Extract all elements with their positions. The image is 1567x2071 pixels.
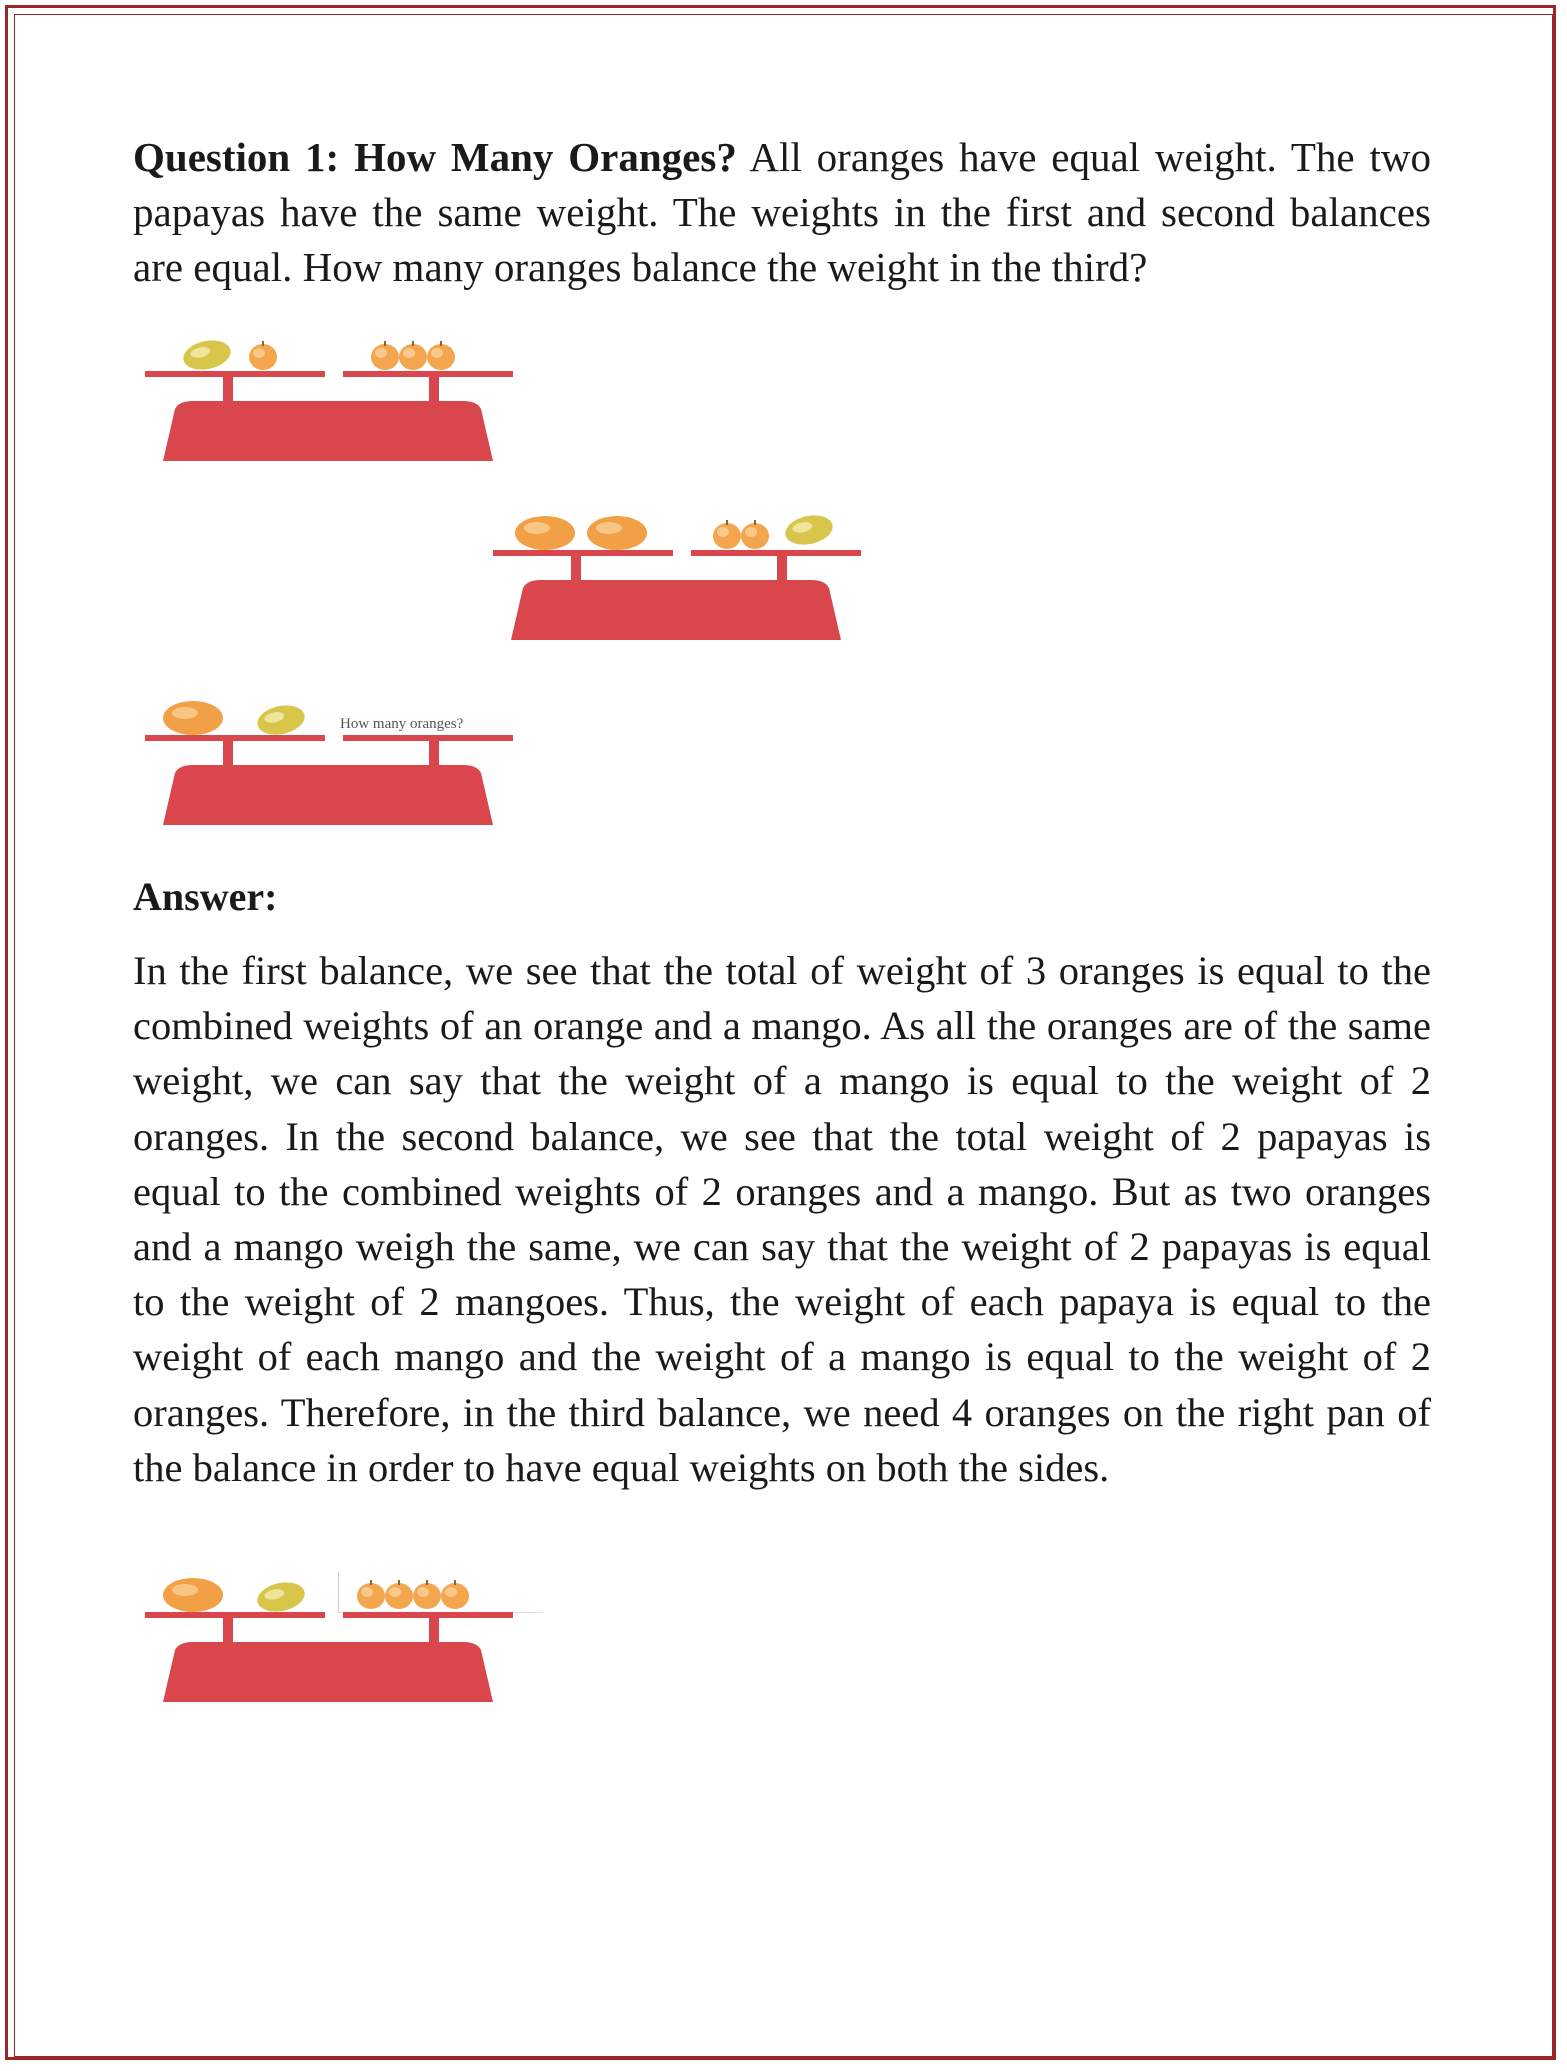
papaya-fruit <box>587 516 647 550</box>
mango-fruit <box>255 701 308 738</box>
orange-fruit <box>399 341 427 370</box>
orange-fruit <box>357 1580 385 1609</box>
orange-fruit <box>371 341 399 370</box>
orange-fruit <box>427 341 455 370</box>
answer-paragraph: In the first balance, we see that the total of weight of 3 oranges is equal to the combined weights of an orange and a mango. As all the oranges are of the same weight, we can say that the weight of a mango is equal to the weight of 2 oranges. In the second balance, we see that the total weight of 2 papayas is equal to the combined weights of 2 oranges and a mango. But as two oranges and a mango weigh the same, we can say that the weight of 2 papayas is equal to the weight of 2 mangoes. Thus, the weight of each papaya is equal to the weight of each mango and the weight of a mango is equal to the weight of 2 oranges. Therefore, in the third balance, we need 4 oranges on the right pan of the balance in order to have equal weights on both the sides. <box>133 948 1431 1490</box>
orange-fruit <box>249 341 277 370</box>
balance-question-label: How many oranges? <box>340 716 464 732</box>
papaya-fruit <box>163 1578 223 1612</box>
balance-figure-4 <box>145 1568 545 1718</box>
orange-fruit <box>741 520 769 549</box>
orange-fruit <box>413 1580 441 1609</box>
question-title: Question 1: How Many Oranges? <box>133 134 737 180</box>
orange-fruit <box>385 1580 413 1609</box>
orange-fruit <box>713 520 741 549</box>
answer-heading: Answer: <box>133 874 278 919</box>
mango-fruit <box>783 511 836 548</box>
question-paragraph <box>133 130 1431 295</box>
papaya-fruit <box>515 516 575 550</box>
papaya-fruit <box>163 701 223 735</box>
orange-fruit <box>441 1580 469 1609</box>
balance-figure-3 <box>145 695 525 825</box>
balance-figure-1 <box>145 333 525 463</box>
balance-figure-2 <box>493 506 873 641</box>
question-text: All oranges have equal weight. The two papayas have the same weight. The weights in the first and second balances are equal. How many oranges balance the weight in the third? <box>133 134 1431 290</box>
mango-fruit <box>181 336 234 373</box>
mango-fruit <box>255 1578 308 1615</box>
